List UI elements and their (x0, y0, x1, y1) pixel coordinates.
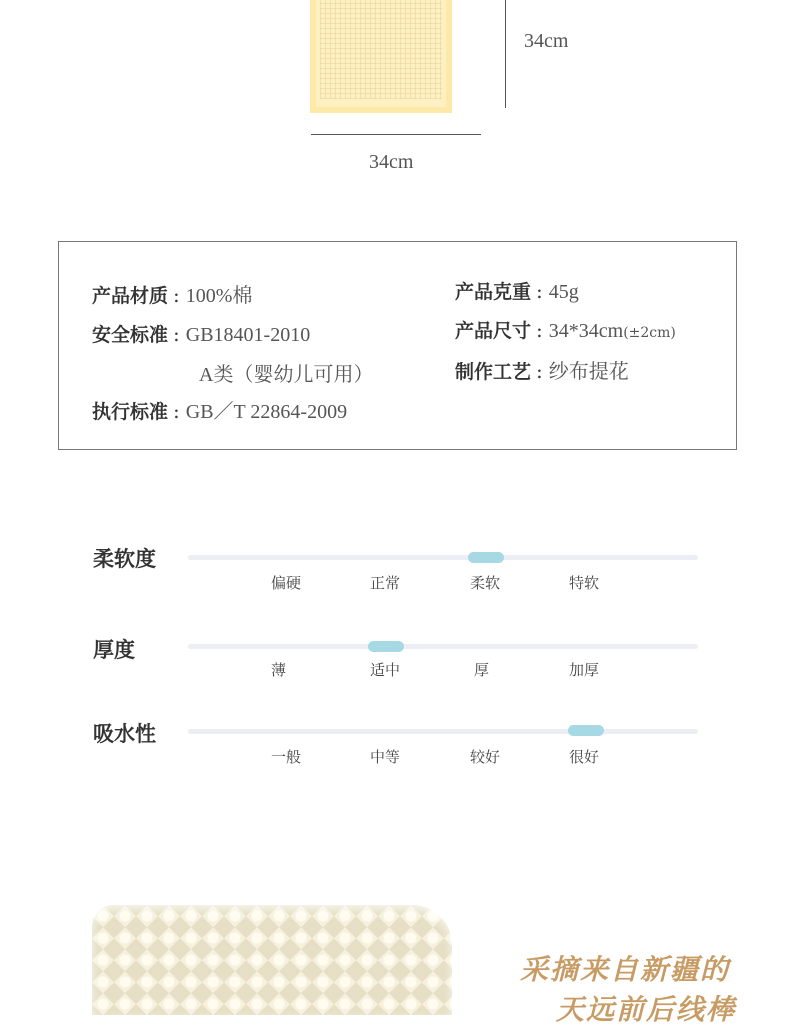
spec-key: 安全标准 (92, 324, 169, 346)
scale-track (188, 555, 698, 560)
spec-safety-standard (92, 320, 310, 347)
scale-tick: 正常 (370, 574, 401, 592)
width-dimension-label: 34cm (369, 151, 414, 173)
scale-tick: 薄 (271, 661, 287, 679)
spec-safety-class (199, 358, 373, 387)
spec-size-tolerance: (±2cm) (623, 325, 676, 341)
scale-tick: 较好 (470, 748, 501, 766)
spec-separator: : (536, 359, 543, 383)
scale-tick: 中等 (370, 748, 401, 766)
spec-key: 产品材质 (92, 285, 169, 307)
scale-tick: 一般 (271, 748, 302, 766)
spec-key: 制作工艺 (455, 361, 532, 383)
scale-tick: 很好 (569, 748, 600, 766)
spec-value: A类（婴幼儿可用） (199, 364, 374, 386)
width-dimension-line (311, 134, 481, 135)
scale-track (188, 729, 698, 734)
scale-title: 柔软度 (93, 546, 156, 571)
spec-separator: : (173, 322, 180, 346)
spec-separator: : (173, 283, 180, 307)
scale-tick: 柔软 (470, 574, 501, 592)
spec-value: GB／T 22864-2009 (185, 401, 348, 423)
spec-value: GB18401-2010 (185, 324, 311, 346)
height-dimension-label: 34cm (524, 30, 569, 52)
product-photo (92, 905, 452, 1015)
spec-table (58, 241, 737, 450)
height-dimension-line (505, 0, 506, 108)
swatch-texture (320, 0, 442, 99)
scale-title: 厚度 (93, 637, 135, 662)
spec-material (92, 279, 252, 308)
spec-key: 产品克重 (455, 281, 532, 303)
scale-tick: 加厚 (569, 661, 600, 679)
scale-tick: 厚 (474, 661, 490, 679)
scale-title: 吸水性 (93, 721, 156, 746)
spec-size (455, 316, 676, 343)
promo-headline-2: 天远前后线棒 (556, 993, 737, 1026)
scale-tick: 特软 (569, 574, 600, 592)
spec-key: 执行标准 (92, 401, 169, 423)
scale-track (188, 644, 698, 649)
scale-tick: 适中 (370, 661, 401, 679)
spec-value: 45g (548, 281, 579, 303)
promo-headline: 采摘来自新疆的 (520, 953, 731, 986)
spec-value: 100%棉 (185, 285, 253, 307)
spec-separator: : (536, 318, 543, 342)
spec-separator: : (173, 399, 180, 423)
scale-indicator (568, 725, 604, 736)
spec-value: 纱布提花 (548, 361, 629, 383)
spec-exec-standard (92, 395, 347, 424)
scale-tick: 偏硬 (271, 574, 302, 592)
spec-weight (455, 277, 579, 304)
scale-indicator (368, 641, 404, 652)
spec-key: 产品尺寸 (455, 320, 532, 342)
spec-separator: : (536, 279, 543, 303)
spec-value: 34*34cm (548, 320, 624, 342)
spec-craft (455, 355, 629, 384)
towel-swatch-image (310, 0, 452, 113)
scale-indicator (468, 552, 504, 563)
